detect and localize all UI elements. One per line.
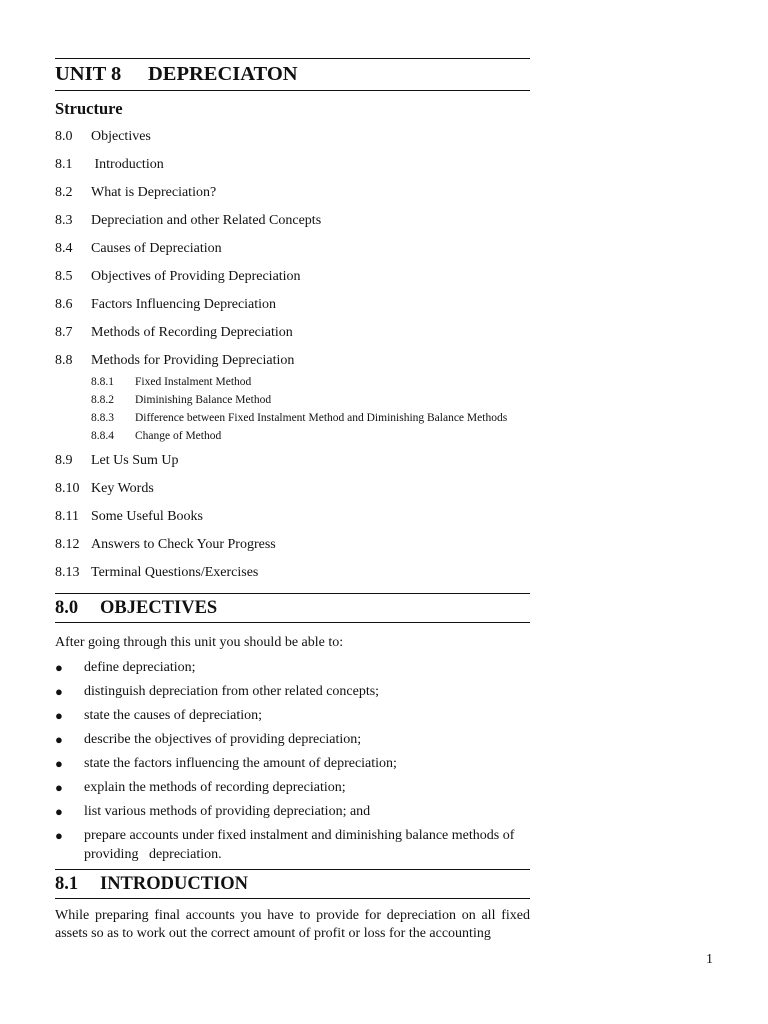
bullet-icon: ● [55,684,63,699]
list-item: ● list various methods of providing depreciation; and [55,804,371,819]
toc-subitem: 8.8.2 Diminishing Balance Method [91,394,272,406]
introduction-heading: 8.1 INTRODUCTION [55,873,249,894]
structure-title: Structure [55,99,123,118]
unit-number: UNIT 8 [55,63,122,85]
unit-heading [55,59,530,90]
toc-item: 8.1 Introduction [55,157,164,172]
toc-item: 8.6 Factors Influencing Depreciation [55,297,277,312]
list-item: ● explain the methods of recording depreciation; [55,780,346,795]
bullet-icon: ● [55,732,63,747]
toc-item: 8.10 Key Words [55,481,154,496]
toc-item: 8.0 Objectives [55,129,151,144]
list-item: ● state the causes of depreciation; [55,708,263,723]
list-item: ● state the factors influencing the amount of depreciation; [55,756,397,771]
bullet-icon: ● [55,780,63,795]
list-item: ● describe the objectives of providing depreciation; [55,732,362,747]
toc-item: 8.2 What is Depreciation? [55,185,217,200]
bullet-icon: ● [55,756,63,771]
bullet-icon: ● [55,804,63,819]
toc-subitem: 8.8.3 Difference between Fixed Instalment Method and Diminishing Balance Methods [91,412,508,424]
list-item: ● define depreciation; [55,660,196,675]
bullet-icon: ● [55,828,63,843]
toc-item: 8.5 Objectives of Providing Depreciation [55,269,301,284]
toc-item: 8.9 Let Us Sum Up [55,453,179,468]
unit-underline [55,90,530,91]
objectives-intro: After going through this unit you should be able to: [55,635,344,650]
list-item: ● distinguish depreciation from other related concepts; [55,684,380,699]
toc-subitem: 8.8.1 Fixed Instalment Method [91,376,252,388]
introduction-paragraph: While preparing final accounts you have to provide for depreciation on all fixed assets so as to work out the correct amount of profit or loss for the accounting [55,908,530,941]
toc-item: 8.8 Methods for Providing Depreciation [55,353,295,368]
unit-title: DEPRECIATON [148,63,298,85]
toc-list-rest [55,447,530,587]
introduction-underline [55,898,530,899]
page-number: 1 [706,952,713,967]
toc-item: 8.4 Causes of Depreciation [55,241,222,256]
toc-list [55,123,530,375]
objectives-heading: 8.0 OBJECTIVES [55,597,218,618]
objectives-underline [55,622,530,623]
document-page [55,58,530,943]
toc-item: 8.7 Methods of Recording Depreciation [55,325,293,340]
toc-item: 8.3 Depreciation and other Related Concepts [55,213,322,228]
toc-item: 8.13 Terminal Questions/Exercises [55,565,259,580]
toc-subitem: 8.8.4 Change of Method [91,430,222,442]
toc-sublist [55,375,530,444]
list-item: ● prepare accounts under fixed instalment and diminishing balance methods of providing depreciation. [55,828,518,862]
objectives-list [55,658,530,864]
bullet-icon: ● [55,660,63,675]
toc-item: 8.11 Some Useful Books [55,509,203,524]
bullet-icon: ● [55,708,63,723]
toc-item: 8.12 Answers to Check Your Progress [55,537,276,552]
